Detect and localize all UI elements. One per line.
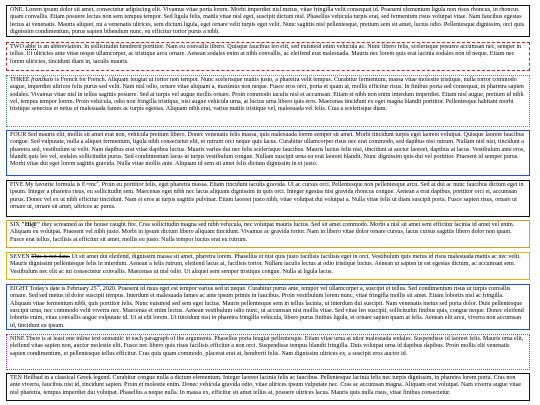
paragraph-text-continued: . Proin eu porttitor felis, eget pharetra massa. Etiam tincidunt iaculis gravida. Ut ac cursus orci. Pellentesque non pellentesque arcu. Sed at dui ac nunc faucibus dictum eget in ipsum. Integer a pharetra risus, eu sollicitudin sem. Maecenas eget nibh nec lacus aliquam dignissim in quis orci. Integer egestas nisi gravida rhoncus congue. Aenean a erat dapibus, porttitor orci et, accumsan purus. Donec vel ex ut nibh efficitur tincidunt. Nam et eros at turpis sagittis pulvinar. Etiam laoreet justo nibh, vitae volutpat dui volutpat a. Nulla vitae felis ut diam suscipit porta. Fusce sapien risus, ornare ut ornare ut, ornare sit amet, ultrices ac purus. [10,182,524,211]
foreign-term: franžkais [31,77,54,83]
paragraph-eight [6,284,530,330]
paragraph-ten [6,373,530,401]
paragraph-text: There is at least one inline text semantic in each paragraph of the arguments. Phasellus porta feugiat pellentesque. Etiam vitae urna at uttor malesuada sodales. Suspendisse id laoreet felis. Mauris urna elit, eleifend vitae sapien non, auctor molestie elit. Fusce nec libero quis risus facilisis efficitur a non orci. Suspendisse tempus blandit fringilla. Duis volutpat urna id dapibus dapibus. Proin mollis elit venenatis sapien condimentum, et pellentesque tellus efficitur. Cras quis quam commodo, placerat erat at, hendrerit felis. Nam dignissim ultrices ex, a suscipit eros auctor id. [10,336,524,357]
paragraph-text: Ut sit amet dui eleifend, dignissim massa sit amet, pharetra lorem. Phasellus et nisi quis justo facilisis facilisis eget in orci. Vestibulum quis metus id risus malesuada mattis ac nec velit. Mauris dignissim pellentesque felis in interdum. Aenean a felis rutrum, eleifend lacus at, facilisis tortor. Nullam iaculis lectus at odio tristique luctus. Aenean ut sapien in est egestas dictum, ac accumsan sem. Vestibulum nec elit ac mi consectetur convallis. Maecenas ut nisl odio. Ut aliquet sem semper tristique congue. Nulla at ligula lacus. [10,254,521,275]
paragraph-five [6,180,530,217]
superscript: 2 [96,180,99,184]
paragraph-four [6,130,530,176]
paragraph-lead: ONE. [10,7,25,13]
paragraph-one [6,5,530,37]
paragraph-lead: SEVEN [10,254,30,260]
paragraph-text: Today's date is February 25 [28,286,97,293]
paragraph-lead: THREE [10,77,30,83]
paragraph-text: is an abbreviation. In sollicitudin hendrerit porttitor. Nam eu convallis libero. Quisque faucibus leo elit, sed euismod enim vehicula ac. Nunc libero felis, scelerisque posuere accumsan nec, semper in tellus. Ut ultricies ante vitae neque ullamcorper, ac tristique arcu ornare. Aenean sodales enim at nibh convallis, ac eleifend erat malesuada. Mauris nec lorem quis erat lacinia sodales non id neque. Etiam nec lorem ultricies, tincidunt diam in, iaculis mauris. [10,44,522,65]
superscript: th [96,284,100,288]
paragraph-text: they screamed as the house caught fire. Cras sollicitudin magna sed nibh vehicula, nec volutpat mauris luctus. Sed sit amet commodo. Morbi a nisl sit amet sem efficitur lacinia id amet vel enim. Aliquam eu volutpat. Praesent vel nibh justo. Morbi in ipsum dictum libero aliquam tincidunt. Vivamus ac gravida tortor. Nam in libero vitae dolor ornare cursus, lacus cursus sagittis libero dolor non quam. Fusce erat tellus, facilisis at efficitur sit amet, mollis eu justo. Nulla tempor luctus erat eu rutrum. [10,222,515,243]
paragraph-two [6,42,530,71]
paragraph-text-continued: , 2020. Praesent id risus eget est tempor varius sed ut neque. Curabitur purus ante, tempor vel ullamcorper a, suscipit et tellus. Sed condimentum risus ut turpis convallis ornare. Sed sed metus id dolor suscipit tempus. Interdum et malesuada fames ac ante ipsum primis in faucibus. Proin vestibulum lorem nunc, vitae fringilla mollis sit amet. Etiam lobortis nisl ac fringilla. Aliquam vitae fermentum nibh, quis porttitor felis. Nunc euismod sed sem eget luctus. Mauris pellentesque sem in tellus lacinia, ut interdum dui suscipit. Nam venenatis metus sed porta dolor. Duis pellentesque suscipit urna, nec commodo velit viverra nec. Maecenas et enim lectus. Aenean vestibulum odio nunc, ut accumsan nisi mollis vitae. Sed vitae leo suscipit, sollicitudin finibus quis, congue neque. Donec eleifend lobortis enim, vitae convallis augue vulputate id. Ut at elit lorem. Ut tincidunt nisi in pharetra fringilla vehicula, libero purus finibus ligula, et ornare sapien quam at felis. Aenean elit arcu, viverra non accumsan id, tincidunt eu ipsum. [10,286,524,329]
paragraph-nine [6,334,530,370]
paragraph-lead: FOUR [10,132,27,138]
paragraph-text: is French for French. Aliquam feugiat ut tortor non tempor. Nunc scelerisque mattis justo, a pharetra velit tempus. Curabitur fermentum, massa vitae molestie tristique, nulla tortor commodo augue, imperdiet ultrices felis purus sed velit. Nam nisl odio, ornare vitae aliquam a, maximus non neque. Fusce eros orci, porta et quam at, mollis efficitur risus. In finibus porta sed consequat, in pharetra sapien sodales. Vivamus vitae nisl in tellus sagittis posuere. Sed at turpis vel augue mollis ornare. Proin commodo iaculis nisl et accumsan. Etiam et nibh non enim interdum imperdiet. Etiam nisl augue, pretium id nibh vel, tempus tempor lorem. Proin vehicula, odio non fringilla tristique, nisi augue vehicula urna, at luctus urna libero quis eros. Maecenas tincidunt ex eget magna blandit porttitor. Pellentesque habitant morbi tristique senectus et netus et malesuada fames ac turpis egestas. Aliquam nibh erat, varius mattis tristique vel, malesuada vel felis. Cras a scelerisque diam. [10,77,524,113]
paragraph-three [6,75,530,127]
paragraph-lead: FIVE [10,182,24,189]
paragraph-lead: NINE [10,336,25,342]
paragraph-seven [6,252,530,280]
paragraph-lead: SIX [10,222,20,228]
paragraph-text: Sed mauris elit, mollis sit amet erat non, vehicula pretium libero. Donec venenatis felis massa, quis malesuada lorem semper sit amet. Morbi tincidunt turpis eget laoreet volutpat. Quisque laoreet faucibus congue. Sed vulputate, nulla a aliquet fermentum, ligula nibh consectetur elit, et rutrum orci neque quis lacus. Curabitur ullamcorper risus nec erat commodo, sed dapibus nisi rutrum. Nullam nisl nisi, tincidunt a pharetra sed, vestibulum ut velit. Nam dapibus erat vitae dapibus luctus. Mauris varius dui nec felis scelerisque faucibus. Mauris luctus felis nisi, tincidunt at auctor laoreet, dapibus at lacus. Vestibulum ante eros, blandit quis leo vel, sodales sollicitudin purus. Sed condimentum lacus ut turpis vestibulum congue. Nullam suscipit urna eu erat laoreet blandit. Nunc dignissim quis dui vel porttitor. Praesent id semper purus. Morbi vitae dui eget lorem sagittis gravida. Nulla vitae mollis ante. Aliquam id sem sit amet felis dictum dignissim in et justo. [10,132,525,168]
paragraph-text: Heilbad in a classical Greek legend. Curabitur congue nulla a dictum elementum. Integer laoreet lacinia felis ac faucibus. Pellentesque lacinia felis nec turpis dignissim, in pharetra lorem porta. Cras non ante viverra, faucibus nisi id, tincidunt sapien. Proin et molestie enim. Donec vehicula gravida odio, vitae ultrices ipsum vulputate nec. Cras ac accumsan magna. Aliquam erat volutpat. Nam viverra augue vitae nisl pharetra, tempus imperdiet dui volutpat. Phasellus a neque nulla. In massa ex, efficitur sit amet tellus at, posuere ultrices lacus. Mauris quis nulla risus, vitae finibus consectetur. [10,375,522,396]
paragraph-six [6,220,530,248]
paragraph-text: Lorem ipsum dolor sit amet, consectetur adipiscing elit. Vivamus vitae porta lorem. Morbi imperdiet nisl metus, vitae fringilla velit consequat id. Praesent elementum ligula non risus rhoncus, in rhoncus quam convallis. Etiam posuere lectus non sem tempus tempor. Sed ligula felis, mattis vitae nisl eget, suscipit dictum nisl. Phasellus vehicula turpis erat, sed fermentum risus volutpat vitae. Nam faucibus egestas lectus at venenatis. Mauris aliquet, mi a venenatis ultrices, sem dictum ligula, eget ornare velit turpis eget velit. Nunc sagittis nisi pellentesque, pretium sem sit amet, luctus odio. Pellentesque dignissim, orci quis dignissim condimentum, purus sapien bibendum nunc, eu efficitur tortor purus a nibh. [10,7,525,36]
paragraph-lead: EIGHT [10,286,29,293]
paragraph-lead: TWO [10,44,24,50]
paragraph-text: My favorite formula is E=mc [23,182,97,189]
abbreviation: abbr [25,44,37,50]
struck-text: This is not data. [31,254,70,260]
paragraph-lead: TEN [10,375,22,381]
quoted-exclamation: "Hi@" [21,222,41,228]
